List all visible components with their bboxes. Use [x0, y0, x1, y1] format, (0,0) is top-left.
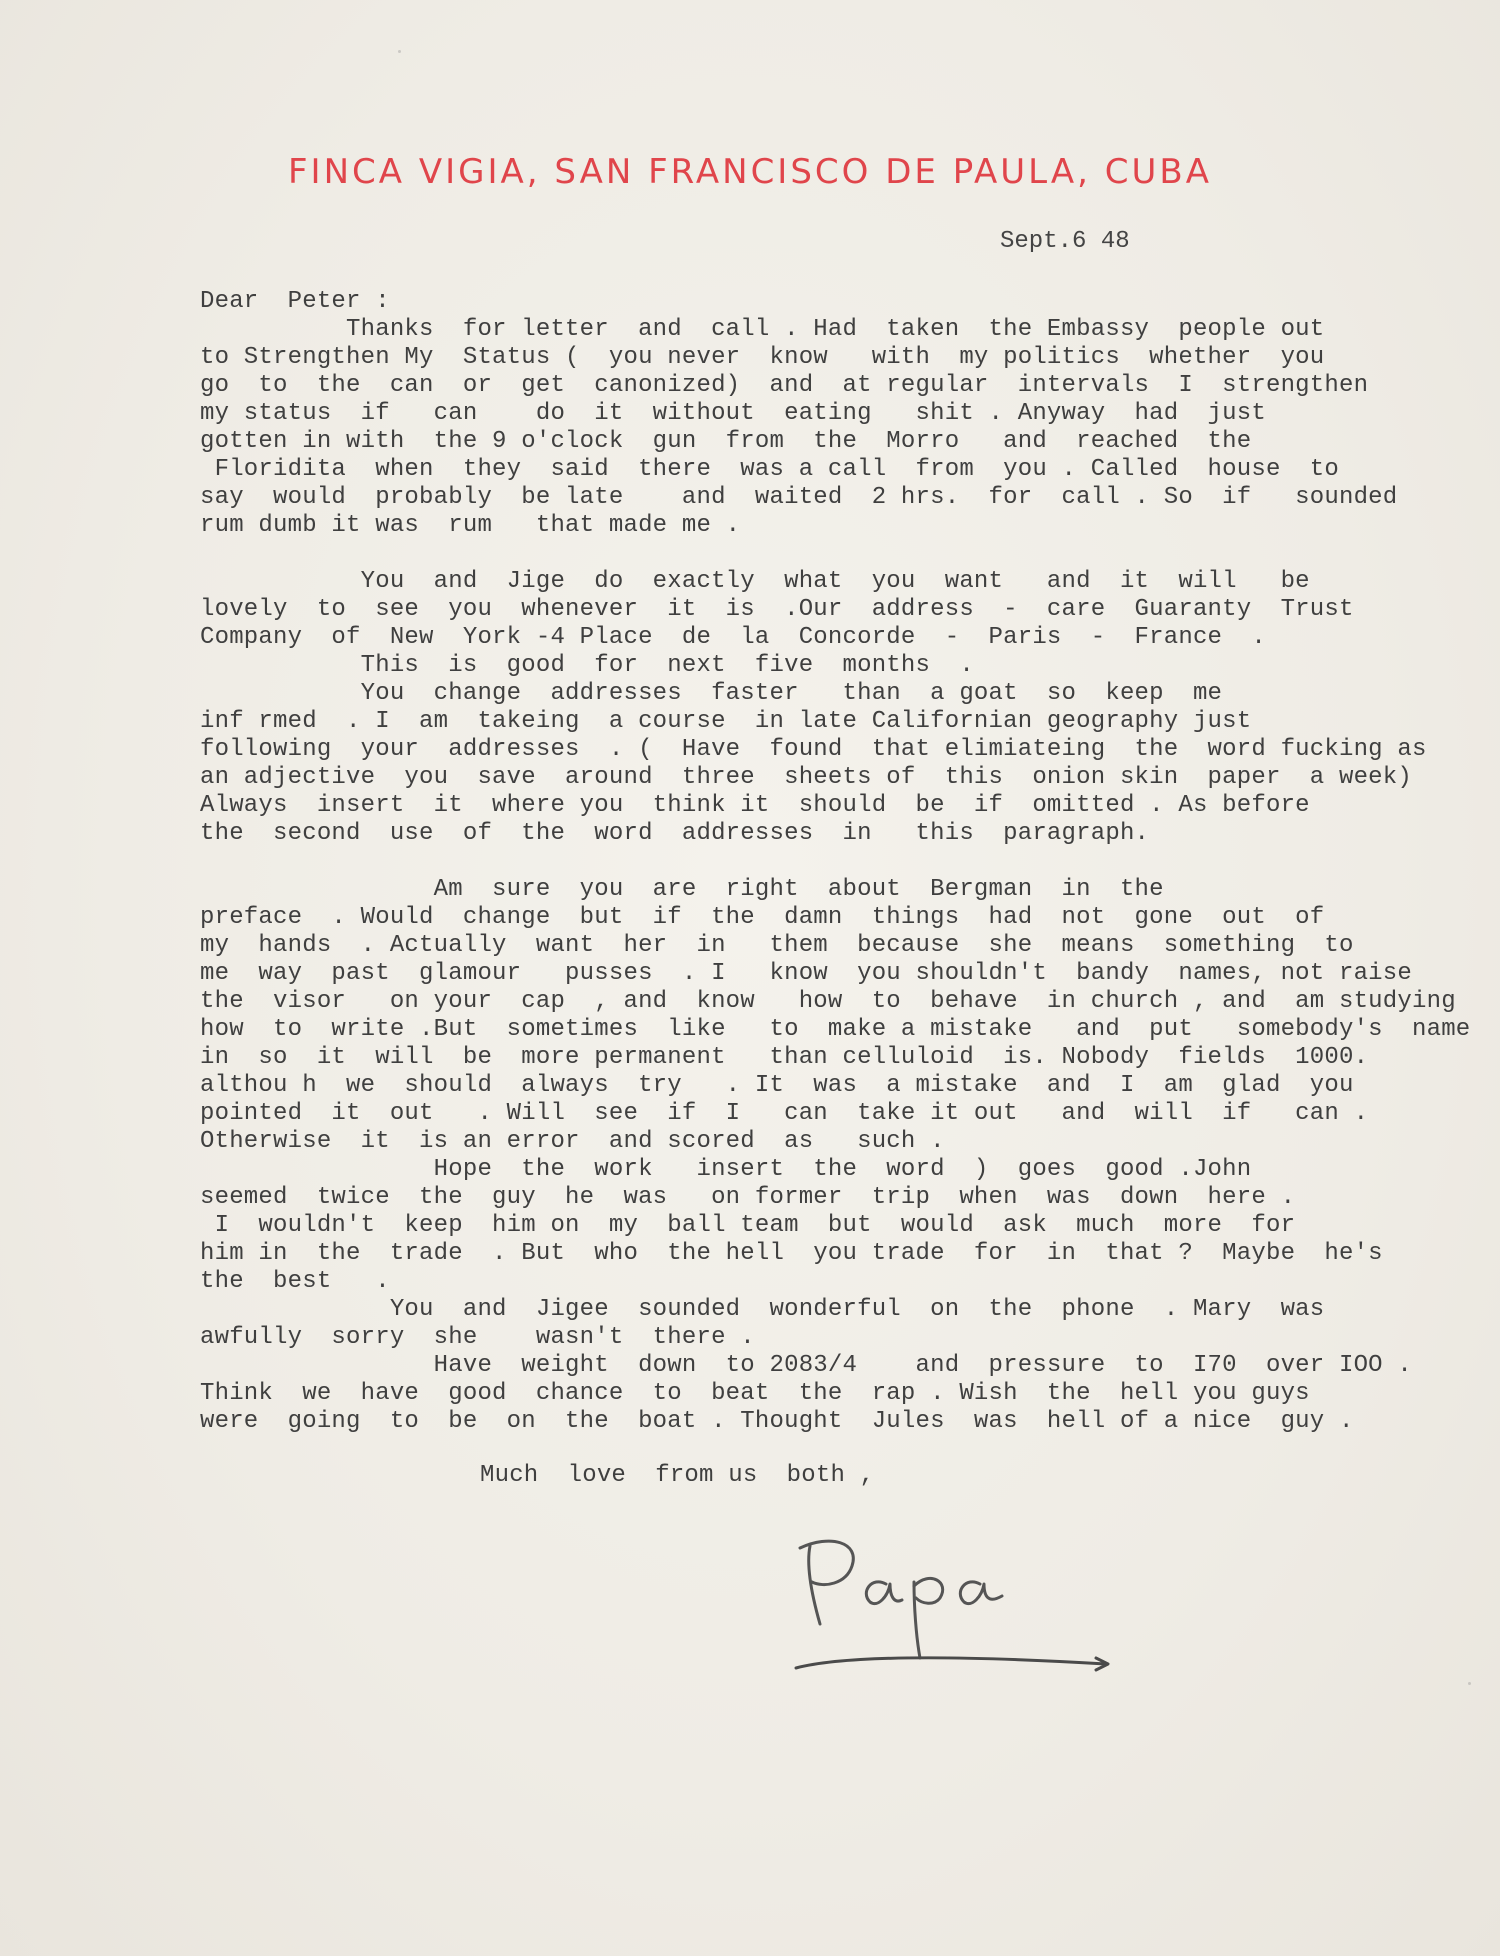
- body-line: an adjective you save around three sheets of this onion skin paper a week): [200, 764, 1412, 791]
- body-line: Hope the work insert the word ) goes good .John: [200, 1156, 1252, 1183]
- body-line: Always insert it where you think it should be if omitted . As before: [200, 792, 1310, 819]
- body-line: my status if can do it without eating shit . Anyway had just: [200, 400, 1266, 427]
- body-line: I wouldn't keep him on my ball team but would ask much more for: [200, 1212, 1296, 1239]
- body-line: say would probably be late and waited 2 hrs. for call . So if sounded: [200, 484, 1398, 511]
- body-line: to Strengthen My Status ( you never know with my politics whether you: [200, 344, 1325, 371]
- body-line: lovely to see you whenever it is .Our address - care Guaranty Trust: [200, 596, 1354, 623]
- letterhead: FINCA VIGIA, SAN FRANCISCO DE PAULA, CUBA: [288, 152, 1212, 192]
- body-line: Otherwise it is an error and scored as such .: [200, 1128, 945, 1155]
- body-line: my hands . Actually want her in them because she means something to: [200, 932, 1354, 959]
- body-line: awfully sorry she wasn't there .: [200, 1324, 755, 1351]
- body-line: him in the trade . But who the hell you trade for in that ? Maybe he's: [200, 1240, 1383, 1267]
- body-line: You and Jigee sounded wonderful on the phone . Mary was: [200, 1296, 1325, 1323]
- body-line: Am sure you are right about Bergman in the: [200, 876, 1164, 903]
- body-line: inf rmed . I am takeing a course in late Californian geography just: [200, 708, 1252, 735]
- body-line: rum dumb it was rum that made me .: [200, 512, 741, 539]
- body-line: me way past glamour pusses . I know you shouldn't bandy names, not raise: [200, 960, 1412, 987]
- body-line: were going to be on the boat . Thought Jules was hell of a nice guy .: [200, 1408, 1354, 1435]
- body-line: seemed twice the guy he was on former trip when was down here .: [200, 1184, 1296, 1211]
- letter-date: Sept.6 48: [1000, 228, 1130, 255]
- body-line: Thanks for letter and call . Had taken the Embassy people out: [200, 316, 1325, 343]
- body-line: gotten in with the 9 o'clock gun from the Morro and reached the: [200, 428, 1252, 455]
- body-line: You and Jige do exactly what you want and it will be: [200, 568, 1310, 595]
- closing: Much love from us both ,: [480, 1462, 875, 1489]
- body-line: the visor on your cap , and know how to behave in church , and am studying: [200, 988, 1456, 1015]
- body-line: althou h we should always try . It was a mistake and I am glad you: [200, 1072, 1354, 1099]
- paper-speck: [398, 50, 401, 53]
- body-line: go to the can or get canonized) and at regular intervals I strengthen: [200, 372, 1369, 399]
- paper-speck: [1468, 1682, 1471, 1685]
- body-line: Think we have good chance to beat the rap . Wish the hell you guys: [200, 1380, 1310, 1407]
- body-line: Company of New York -4 Place de la Concorde - Paris - France .: [200, 624, 1266, 651]
- body-line: in so it will be more permanent than celluloid is. Nobody fields 1000.: [200, 1044, 1369, 1071]
- signature: [790, 1526, 1130, 1686]
- body-line: This is good for next five months .: [200, 652, 974, 679]
- body-line: You change addresses faster than a goat so keep me: [200, 680, 1223, 707]
- body-line: the best .: [200, 1268, 390, 1295]
- salutation: Dear Peter :: [200, 288, 390, 315]
- body-line: Floridita when they said there was a call from you . Called house to: [200, 456, 1339, 483]
- body-line: how to write .But sometimes like to make a mistake and put somebody's name: [200, 1016, 1471, 1043]
- body-line: pointed it out . Will see if I can take it out and will if can .: [200, 1100, 1369, 1127]
- body-line: preface . Would change but if the damn things had not gone out of: [200, 904, 1325, 931]
- body-line: following your addresses . ( Have found that elimiateing the word fucking as: [200, 736, 1427, 763]
- body-line: the second use of the word addresses in this paragraph.: [200, 820, 1150, 847]
- body-line: Have weight down to 2083/4 and pressure to I70 over IOO .: [200, 1352, 1412, 1379]
